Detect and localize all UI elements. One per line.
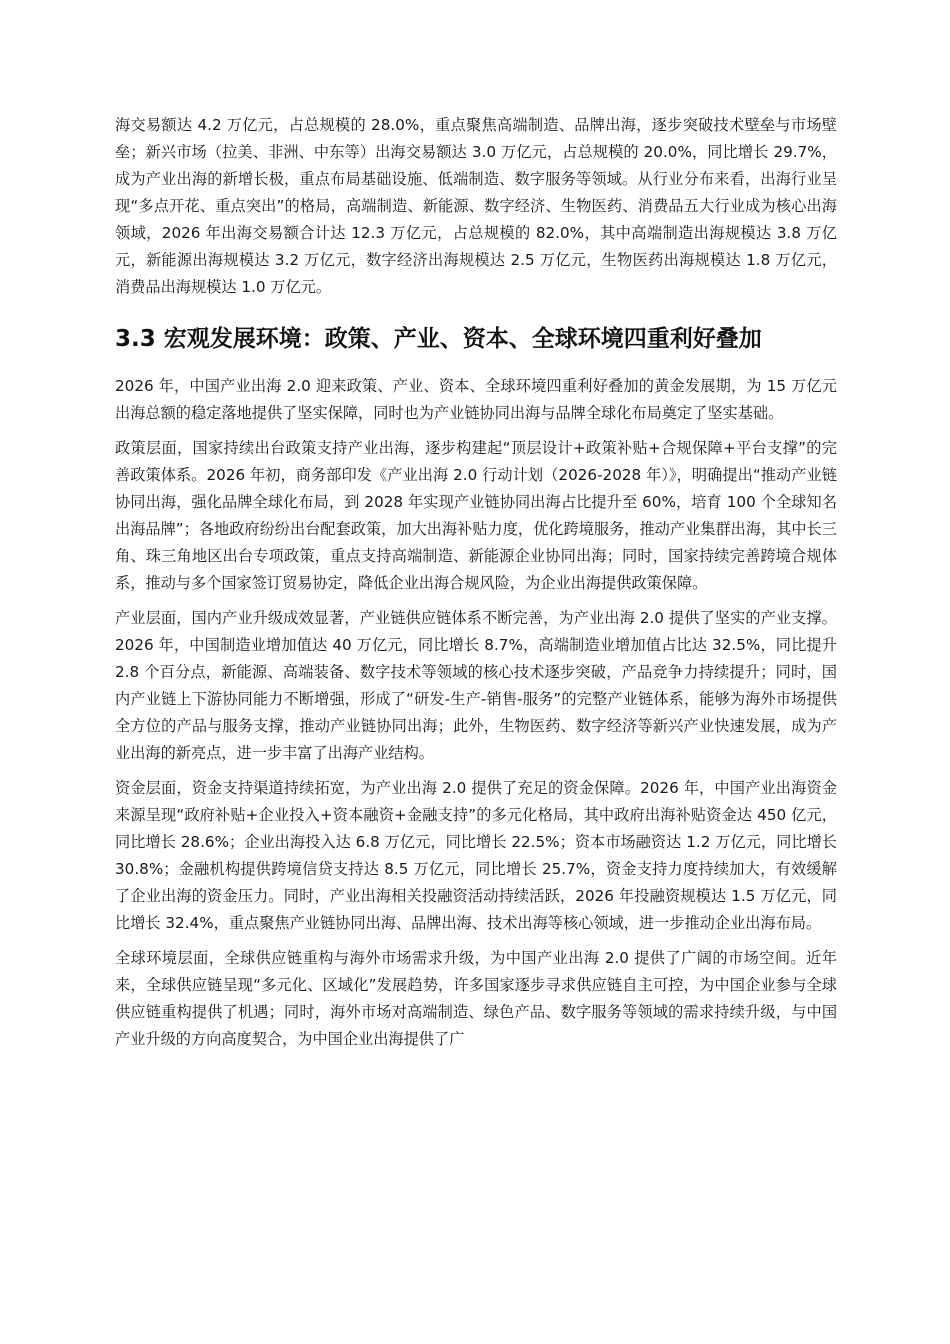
section-heading: 3.3 宏观发展环境：政策、产业、资本、全球环境四重利好叠加: [115, 326, 762, 352]
paragraph-overview: 2026 年，中国产业出海 2.0 迎来政策、产业、资本、全球环境四重利好叠加的黄金发展期，为 15 万亿元出海总额的稳定落地提供了坚实保障，同时也为产业链协同出海与品牌全球化布局奠定了坚实基础。: [115, 377, 837, 422]
paragraph-capital: 资金层面，资金支持渠道持续拓宽，为产业出海 2.0 提供了充足的资金保障。2026 年，中国产业出海资金来源呈现“政府补贴+企业投入+资本融资+金融支持”的多元化格局，其中政府出海补贴资金达 450 亿元，同比增长 28.6%；企业出海投入达 6.8 万亿元，同比增长 22.5%；资本市场融资达 1.2 万亿元，同比增长 30.8%；金融机构提供跨境信贷支持达 8.5 万亿元，同比增长 25.7%，资金支持力度持续加大，有效缓解了企业出海的资金压力。同时，产业出海相关投融资活动持续活跃，2026 年投融资规模达 1.5 万亿元，同比增长 32.4%，重点聚焦产业链协同出海、品牌出海、技术出海等核心领域，进一步推动企业出海布局。: [115, 779, 837, 932]
document-page: [115, 112, 837, 1053]
intro-paragraph: 海交易额达 4.2 万亿元，占总规模的 28.0%，重点聚焦高端制造、品牌出海，逐步突破技术壁垒与市场壁垒；新兴市场（拉美、非洲、中东等）出海交易额达 3.0 万亿元，占总规模的 20.0%，同比增长 29.7%，成为产业出海的新增长极，重点布局基础设施、低端制造、数字服务等领域。从行业分布来看，出海行业呈现“多点开花、重点突出”的格局，高端制造、新能源、数字经济、生物医药、消费品五大行业成为核心出海领域，2026 年出海交易额合计达 12.3 万亿元，占总规模的 82.0%，其中高端制造出海规模达 3.8 万亿元，新能源出海规模达 3.2 万亿元，数字经济出海规模达 2.5 万亿元，生物医药出海规模达 1.8 万亿元，消费品出海规模达 1.0 万亿元。: [115, 116, 837, 296]
paragraph-industry: 产业层面，国内产业升级成效显著，产业链供应链体系不断完善，为产业出海 2.0 提供了坚实的产业支撑。2026 年，中国制造业增加值达 40 万亿元，同比增长 8.7%，高端制造业增加值占比达 32.5%，同比提升 2.8 个百分点，新能源、高端装备、数字技术等领域的核心技术逐步突破，产品竞争力持续提升；同时，国内产业链上下游协同能力不断增强，形成了“研发-生产-销售-服务”的完整产业链体系，能够为海外市场提供全方位的产品与服务支撑，推动产业链协同出海；此外，生物医药、数字经济等新兴产业快速发展，成为产业出海的新亮点，进一步丰富了出海产业结构。: [115, 609, 837, 762]
paragraph-global-environment: 全球环境层面，全球供应链重构与海外市场需求升级，为中国产业出海 2.0 提供了广阔的市场空间。近年来，全球供应链呈现“多元化、区域化”发展趋势，许多国家逐步寻求供应链自主可控，为中国企业参与全球供应链重构提供了机遇；同时，海外市场对高端制造、绿色产品、数字服务等领域的需求持续升级，与中国产业升级的方向高度契合，为中国企业出海提供了广: [115, 949, 837, 1048]
paragraph-policy: 政策层面，国家持续出台政策支持产业出海，逐步构建起“顶层设计+政策补贴+合规保障+平台支撑”的完善政策体系。2026 年初，商务部印发《产业出海 2.0 行动计划（2026-2028 年）》，明确提出“推动产业链协同出海，强化品牌全球化布局，到 2028 年实现产业链协同出海占比提升至 60%，培育 100 个全球知名出海品牌”；各地政府纷纷出台配套政策，加大出海补贴力度，优化跨境服务，推动产业集群出海，其中长三角、珠三角地区出台专项政策，重点支持高端制造、新能源企业协同出海；同时，国家持续完善跨境合规体系，推动与多个国家签订贸易协定，降低企业出海合规风险，为企业出海提供政策保障。: [115, 439, 837, 592]
